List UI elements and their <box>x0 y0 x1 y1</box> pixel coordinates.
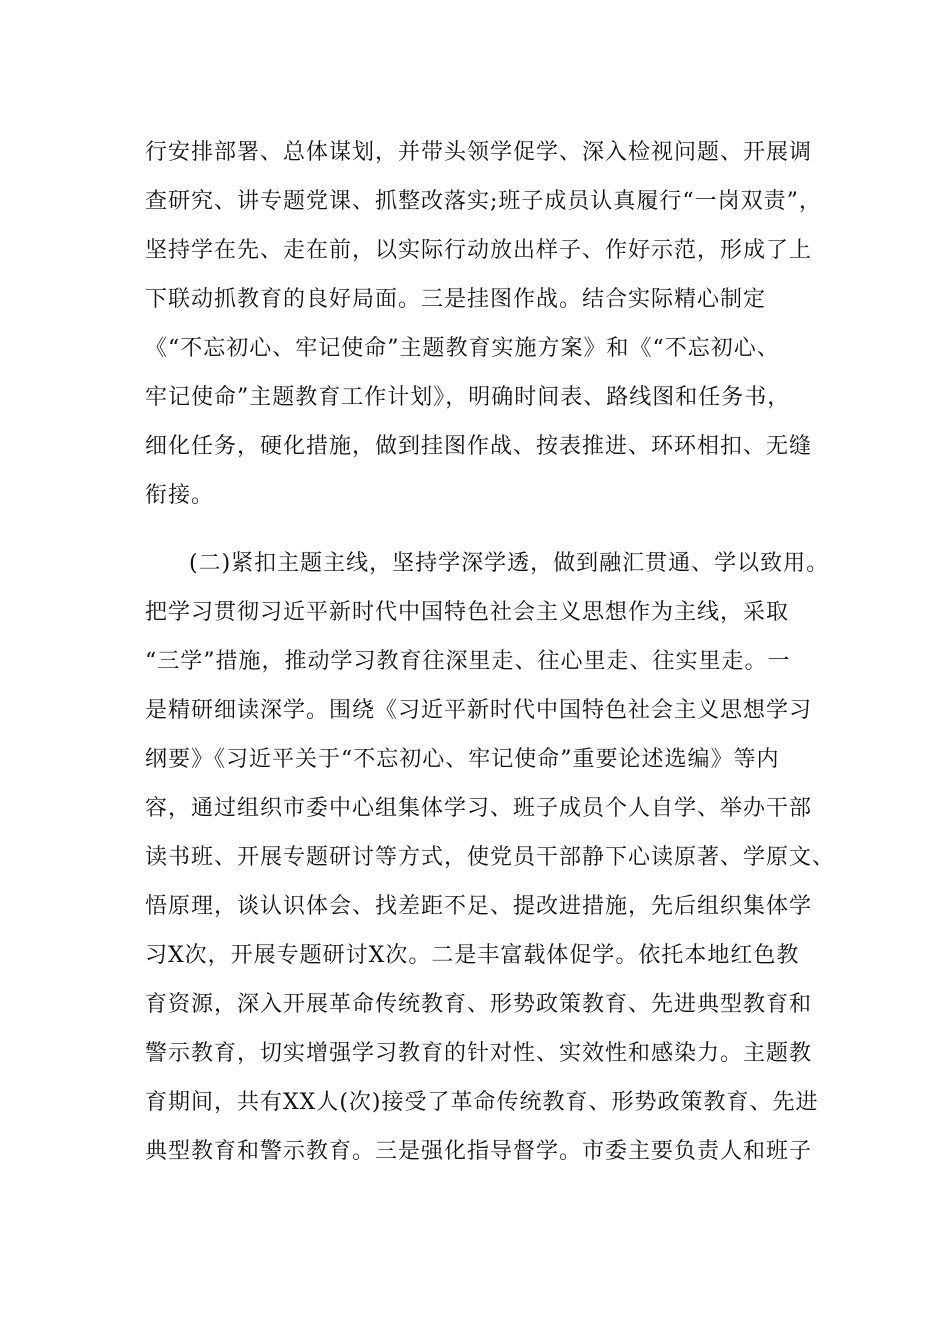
paragraph-1 <box>145 128 822 520</box>
text-line: 细化任务，硬化措施，做到挂图作战、按表推进、环环相扣、无缝 <box>145 434 813 459</box>
text-line: 纲要》《习近平关于“不忘初心、牢记使命”重要论述选编》等内 <box>145 747 780 772</box>
text-line: 下联动抓教育的良好局面。三是挂图作战。结合实际精心制定 <box>145 287 767 312</box>
text-line: 查研究、讲专题党课、抓整改落实;班子成员认真履行“一岗双责”， <box>145 189 822 214</box>
text-line: 是精研细读深学。围绕《习近平新时代中国特色社会主义思想学习 <box>145 698 813 723</box>
text-line: 把学习贯彻习近平新时代中国特色社会主义思想作为主线，采取 <box>145 600 790 625</box>
text-line: 典型教育和警示教育。三是强化指导督学。市委主要负责人和班子 <box>145 1139 813 1164</box>
text-line: 悟原理，谈认识体会、找差距不足、提改进措施，先后组织集体学 <box>145 894 813 919</box>
text-line: 育期间，共有XX人(次)接受了革命传统教育、形势政策教育、先进 <box>145 1090 819 1115</box>
text-line: 衔接。 <box>145 483 215 508</box>
text-line: 容，通过组织市委中心组集体学习、班子成员个人自学、举办干部 <box>145 796 813 821</box>
paragraph-2 <box>145 539 836 1176</box>
text-line: 行安排部署、总体谋划，并带头领学促学、深入检视问题、开展调 <box>145 140 813 165</box>
text-line: 习X次，开展专题研讨X次。二是丰富载体促学。依托本地红色教 <box>145 943 800 968</box>
text-line: 牢记使命”主题教育工作计划》，明确时间表、路线图和任务书， <box>145 385 791 410</box>
text-line: 读书班、开展专题研讨等方式，使党员干部静下心读原著、学原文、 <box>145 845 836 870</box>
text-line: “三学”措施，推动学习教育往深里走、往心里走、往实里走。一 <box>145 649 791 674</box>
text-line: 警示教育，切实增强学习教育的针对性、实效性和感染力。主题教 <box>145 1041 813 1066</box>
text-line: 《“不忘初心、牢记使命”主题教育实施方案》和《“不忘初心、 <box>145 336 780 361</box>
text-line: 育资源，深入开展革命传统教育、形势政策教育、先进典型教育和 <box>145 992 813 1017</box>
section-heading-line: (二)紧扣主题主线，坚持学深学透，做到融汇贯通、学以致用。 <box>189 551 830 576</box>
text-line: 坚持学在先、走在前，以实际行动放出样子、作好示范，形成了上 <box>145 238 813 263</box>
